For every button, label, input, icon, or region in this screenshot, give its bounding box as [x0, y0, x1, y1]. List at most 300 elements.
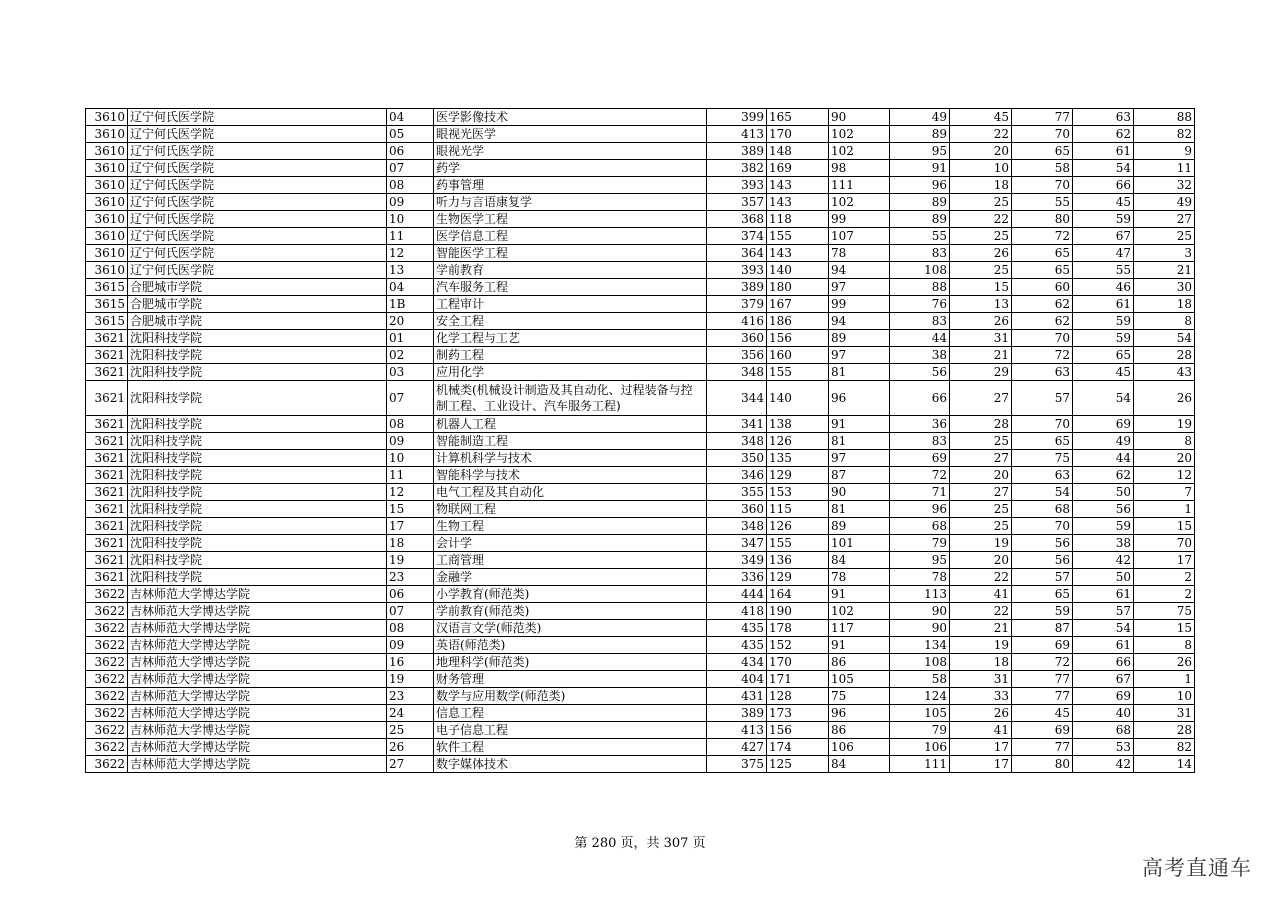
cell-major-name: 物联网工程 — [434, 501, 707, 518]
cell-val-4: 62 — [1073, 467, 1134, 484]
table-row — [86, 569, 1195, 586]
cell-val-3: 57 — [1012, 381, 1073, 416]
table-row — [86, 586, 1195, 603]
cell-score-b: 91 — [829, 637, 890, 654]
cell-school-code: 3621 — [86, 330, 128, 347]
cell-score-b: 87 — [829, 467, 890, 484]
cell-val-5: 10 — [1134, 688, 1195, 705]
cell-val-3: 62 — [1012, 296, 1073, 313]
cell-score-total: 350 — [707, 450, 767, 467]
cell-score-b: 94 — [829, 313, 890, 330]
cell-school-name: 沈阳科技学院 — [128, 416, 387, 433]
cell-score-a: 128 — [767, 688, 829, 705]
cell-score-a: 129 — [767, 467, 829, 484]
cell-major-code: 01 — [387, 330, 434, 347]
cell-score-total: 348 — [707, 518, 767, 535]
cell-score-a: 129 — [767, 569, 829, 586]
cell-major-code: 09 — [387, 637, 434, 654]
cell-score-total: 356 — [707, 347, 767, 364]
cell-val-1: 78 — [890, 569, 950, 586]
cell-val-5: 14 — [1134, 756, 1195, 773]
table-row — [86, 688, 1195, 705]
cell-score-b: 78 — [829, 245, 890, 262]
cell-school-name: 沈阳科技学院 — [128, 501, 387, 518]
cell-val-3: 70 — [1012, 126, 1073, 143]
cell-val-3: 58 — [1012, 160, 1073, 177]
cell-val-1: 83 — [890, 433, 950, 450]
cell-school-code: 3621 — [86, 450, 128, 467]
cell-score-b: 96 — [829, 381, 890, 416]
cell-school-name: 吉林师范大学博达学院 — [128, 705, 387, 722]
cell-school-code: 3622 — [86, 688, 128, 705]
cell-score-a: 115 — [767, 501, 829, 518]
cell-score-total: 375 — [707, 756, 767, 773]
cell-val-3: 57 — [1012, 569, 1073, 586]
cell-val-5: 19 — [1134, 416, 1195, 433]
cell-score-a: 135 — [767, 450, 829, 467]
table-row — [86, 296, 1195, 313]
cell-school-name: 吉林师范大学博达学院 — [128, 603, 387, 620]
cell-val-1: 71 — [890, 484, 950, 501]
cell-val-2: 27 — [950, 484, 1012, 501]
table-row — [86, 603, 1195, 620]
cell-val-5: 7 — [1134, 484, 1195, 501]
cell-val-2: 21 — [950, 620, 1012, 637]
cell-val-1: 49 — [890, 109, 950, 126]
cell-val-1: 105 — [890, 705, 950, 722]
cell-score-b: 89 — [829, 518, 890, 535]
cell-val-5: 20 — [1134, 450, 1195, 467]
table-row — [86, 535, 1195, 552]
cell-score-total: 418 — [707, 603, 767, 620]
table-row — [86, 330, 1195, 347]
cell-score-b: 102 — [829, 603, 890, 620]
cell-school-code: 3622 — [86, 603, 128, 620]
cell-val-3: 77 — [1012, 671, 1073, 688]
cell-score-a: 155 — [767, 364, 829, 381]
cell-score-b: 84 — [829, 756, 890, 773]
cell-val-4: 65 — [1073, 347, 1134, 364]
cell-major-code: 20 — [387, 313, 434, 330]
cell-school-code: 3610 — [86, 126, 128, 143]
table-row — [86, 756, 1195, 773]
cell-major-code: 19 — [387, 552, 434, 569]
cell-school-name: 辽宁何氏医学院 — [128, 262, 387, 279]
cell-major-name: 生物医学工程 — [434, 211, 707, 228]
cell-school-code: 3621 — [86, 535, 128, 552]
cell-val-4: 50 — [1073, 569, 1134, 586]
cell-val-1: 108 — [890, 654, 950, 671]
table-row — [86, 739, 1195, 756]
cell-major-code: 1B — [387, 296, 434, 313]
cell-school-code: 3621 — [86, 364, 128, 381]
cell-val-5: 3 — [1134, 245, 1195, 262]
cell-val-3: 62 — [1012, 313, 1073, 330]
cell-score-b: 81 — [829, 364, 890, 381]
cell-val-5: 28 — [1134, 347, 1195, 364]
cell-val-5: 12 — [1134, 467, 1195, 484]
cell-school-name: 吉林师范大学博达学院 — [128, 586, 387, 603]
cell-score-b: 99 — [829, 296, 890, 313]
cell-val-4: 54 — [1073, 620, 1134, 637]
cell-major-code: 17 — [387, 518, 434, 535]
cell-val-4: 62 — [1073, 126, 1134, 143]
table-row — [86, 160, 1195, 177]
table-row — [86, 416, 1195, 433]
cell-school-code: 3621 — [86, 433, 128, 450]
cell-score-total: 357 — [707, 194, 767, 211]
cell-major-name: 生物工程 — [434, 518, 707, 535]
cell-val-1: 113 — [890, 586, 950, 603]
cell-val-3: 65 — [1012, 143, 1073, 160]
table-row — [86, 620, 1195, 637]
cell-score-a: 164 — [767, 586, 829, 603]
cell-major-name: 机械类(机械设计制造及其自动化、过程装备与控制工程、工业设计、汽车服务工程) — [434, 381, 707, 416]
cell-major-name: 医学影像技术 — [434, 109, 707, 126]
cell-major-name: 电子信息工程 — [434, 722, 707, 739]
cell-school-code: 3621 — [86, 569, 128, 586]
cell-school-name: 辽宁何氏医学院 — [128, 177, 387, 194]
cell-major-code: 07 — [387, 160, 434, 177]
cell-score-b: 105 — [829, 671, 890, 688]
cell-score-b: 90 — [829, 484, 890, 501]
cell-school-name: 沈阳科技学院 — [128, 518, 387, 535]
cell-val-4: 40 — [1073, 705, 1134, 722]
cell-major-code: 04 — [387, 279, 434, 296]
cell-major-code: 19 — [387, 671, 434, 688]
cell-school-code: 3610 — [86, 194, 128, 211]
cell-val-5: 27 — [1134, 211, 1195, 228]
cell-val-1: 95 — [890, 143, 950, 160]
cell-val-4: 59 — [1073, 211, 1134, 228]
cell-major-code: 08 — [387, 620, 434, 637]
cell-score-total: 379 — [707, 296, 767, 313]
cell-score-total: 399 — [707, 109, 767, 126]
cell-val-4: 57 — [1073, 603, 1134, 620]
cell-val-1: 58 — [890, 671, 950, 688]
cell-val-3: 59 — [1012, 603, 1073, 620]
cell-score-b: 97 — [829, 279, 890, 296]
cell-val-5: 70 — [1134, 535, 1195, 552]
cell-val-3: 70 — [1012, 416, 1073, 433]
cell-val-3: 65 — [1012, 262, 1073, 279]
cell-score-a: 171 — [767, 671, 829, 688]
table-row — [86, 467, 1195, 484]
cell-major-name: 财务管理 — [434, 671, 707, 688]
cell-major-code: 04 — [387, 109, 434, 126]
table-row — [86, 433, 1195, 450]
cell-major-code: 11 — [387, 228, 434, 245]
cell-val-5: 21 — [1134, 262, 1195, 279]
cell-score-b: 111 — [829, 177, 890, 194]
cell-school-code: 3622 — [86, 722, 128, 739]
cell-school-code: 3621 — [86, 484, 128, 501]
cell-score-total: 360 — [707, 501, 767, 518]
cell-major-name: 智能科学与技术 — [434, 467, 707, 484]
cell-score-a: 155 — [767, 228, 829, 245]
cell-school-name: 吉林师范大学博达学院 — [128, 756, 387, 773]
cell-score-total: 393 — [707, 262, 767, 279]
cell-val-4: 66 — [1073, 177, 1134, 194]
cell-score-a: 140 — [767, 381, 829, 416]
cell-val-2: 18 — [950, 654, 1012, 671]
cell-score-total: 360 — [707, 330, 767, 347]
cell-val-1: 96 — [890, 501, 950, 518]
cell-school-name: 辽宁何氏医学院 — [128, 109, 387, 126]
cell-score-b: 107 — [829, 228, 890, 245]
cell-school-name: 辽宁何氏医学院 — [128, 160, 387, 177]
table-row — [86, 450, 1195, 467]
cell-val-3: 65 — [1012, 433, 1073, 450]
cell-score-a: 170 — [767, 654, 829, 671]
cell-school-name: 辽宁何氏医学院 — [128, 245, 387, 262]
cell-score-total: 382 — [707, 160, 767, 177]
cell-score-total: 341 — [707, 416, 767, 433]
cell-val-4: 69 — [1073, 416, 1134, 433]
cell-major-name: 智能制造工程 — [434, 433, 707, 450]
cell-val-1: 36 — [890, 416, 950, 433]
cell-val-5: 88 — [1134, 109, 1195, 126]
table-row — [86, 228, 1195, 245]
table-row — [86, 671, 1195, 688]
cell-major-code: 08 — [387, 177, 434, 194]
cell-val-2: 20 — [950, 552, 1012, 569]
cell-val-5: 2 — [1134, 569, 1195, 586]
cell-val-2: 41 — [950, 586, 1012, 603]
cell-val-4: 45 — [1073, 364, 1134, 381]
cell-school-name: 吉林师范大学博达学院 — [128, 654, 387, 671]
cell-val-2: 28 — [950, 416, 1012, 433]
cell-val-4: 59 — [1073, 313, 1134, 330]
cell-school-name: 沈阳科技学院 — [128, 569, 387, 586]
cell-major-name: 智能医学工程 — [434, 245, 707, 262]
cell-score-total: 413 — [707, 722, 767, 739]
cell-major-name: 工商管理 — [434, 552, 707, 569]
cell-school-name: 辽宁何氏医学院 — [128, 211, 387, 228]
cell-score-total: 435 — [707, 620, 767, 637]
cell-school-code: 3622 — [86, 620, 128, 637]
cell-val-3: 63 — [1012, 364, 1073, 381]
watermark-logo: 高考直通车 — [1142, 856, 1252, 880]
cell-major-name: 汉语言文学(师范类) — [434, 620, 707, 637]
cell-val-2: 15 — [950, 279, 1012, 296]
cell-score-total: 389 — [707, 143, 767, 160]
cell-val-1: 79 — [890, 722, 950, 739]
cell-score-a: 186 — [767, 313, 829, 330]
cell-score-a: 140 — [767, 262, 829, 279]
cell-score-b: 106 — [829, 739, 890, 756]
table-row — [86, 245, 1195, 262]
cell-score-a: 169 — [767, 160, 829, 177]
cell-val-4: 59 — [1073, 518, 1134, 535]
cell-val-3: 77 — [1012, 739, 1073, 756]
cell-val-5: 1 — [1134, 671, 1195, 688]
cell-val-2: 22 — [950, 126, 1012, 143]
cell-val-1: 83 — [890, 313, 950, 330]
cell-score-b: 81 — [829, 433, 890, 450]
cell-score-a: 143 — [767, 194, 829, 211]
cell-val-3: 72 — [1012, 347, 1073, 364]
cell-major-code: 10 — [387, 211, 434, 228]
cell-score-a: 118 — [767, 211, 829, 228]
cell-val-2: 25 — [950, 518, 1012, 535]
cell-school-name: 沈阳科技学院 — [128, 484, 387, 501]
cell-val-5: 26 — [1134, 381, 1195, 416]
cell-school-code: 3621 — [86, 501, 128, 518]
cell-val-1: 76 — [890, 296, 950, 313]
cell-val-3: 63 — [1012, 467, 1073, 484]
cell-major-name: 眼视光学 — [434, 143, 707, 160]
cell-school-name: 沈阳科技学院 — [128, 552, 387, 569]
cell-val-3: 68 — [1012, 501, 1073, 518]
cell-school-code: 3622 — [86, 705, 128, 722]
cell-score-b: 102 — [829, 143, 890, 160]
cell-val-5: 43 — [1134, 364, 1195, 381]
cell-val-4: 67 — [1073, 671, 1134, 688]
table-row — [86, 484, 1195, 501]
cell-val-1: 44 — [890, 330, 950, 347]
cell-score-b: 78 — [829, 569, 890, 586]
cell-school-name: 沈阳科技学院 — [128, 450, 387, 467]
cell-score-total: 431 — [707, 688, 767, 705]
cell-val-3: 77 — [1012, 688, 1073, 705]
cell-val-1: 56 — [890, 364, 950, 381]
cell-val-5: 49 — [1134, 194, 1195, 211]
cell-val-3: 45 — [1012, 705, 1073, 722]
cell-val-4: 53 — [1073, 739, 1134, 756]
cell-val-2: 21 — [950, 347, 1012, 364]
cell-val-1: 68 — [890, 518, 950, 535]
cell-val-5: 32 — [1134, 177, 1195, 194]
cell-school-code: 3610 — [86, 160, 128, 177]
cell-major-code: 07 — [387, 603, 434, 620]
cell-major-name: 应用化学 — [434, 364, 707, 381]
cell-score-a: 143 — [767, 245, 829, 262]
cell-val-5: 82 — [1134, 739, 1195, 756]
cell-val-3: 70 — [1012, 330, 1073, 347]
cell-school-name: 沈阳科技学院 — [128, 364, 387, 381]
cell-major-code: 03 — [387, 364, 434, 381]
cell-val-5: 75 — [1134, 603, 1195, 620]
cell-val-3: 65 — [1012, 245, 1073, 262]
cell-val-3: 80 — [1012, 211, 1073, 228]
cell-school-name: 辽宁何氏医学院 — [128, 143, 387, 160]
cell-major-name: 安全工程 — [434, 313, 707, 330]
table-row — [86, 177, 1195, 194]
cell-school-code: 3615 — [86, 313, 128, 330]
cell-school-code: 3610 — [86, 228, 128, 245]
cell-major-name: 眼视光医学 — [434, 126, 707, 143]
table-row — [86, 501, 1195, 518]
table-row — [86, 143, 1195, 160]
cell-major-name: 化学工程与工艺 — [434, 330, 707, 347]
cell-score-a: 126 — [767, 518, 829, 535]
cell-val-2: 20 — [950, 143, 1012, 160]
cell-score-a: 165 — [767, 109, 829, 126]
cell-major-name: 金融学 — [434, 569, 707, 586]
cell-val-1: 124 — [890, 688, 950, 705]
cell-major-code: 11 — [387, 467, 434, 484]
cell-school-name: 吉林师范大学博达学院 — [128, 739, 387, 756]
cell-val-5: 8 — [1134, 313, 1195, 330]
cell-val-1: 89 — [890, 194, 950, 211]
cell-val-3: 56 — [1012, 535, 1073, 552]
cell-major-name: 学前教育(师范类) — [434, 603, 707, 620]
cell-val-2: 22 — [950, 603, 1012, 620]
cell-val-4: 67 — [1073, 228, 1134, 245]
cell-val-4: 66 — [1073, 654, 1134, 671]
cell-val-5: 82 — [1134, 126, 1195, 143]
cell-school-name: 吉林师范大学博达学院 — [128, 637, 387, 654]
cell-score-a: 125 — [767, 756, 829, 773]
cell-val-1: 91 — [890, 160, 950, 177]
cell-score-total: 413 — [707, 126, 767, 143]
cell-val-5: 31 — [1134, 705, 1195, 722]
cell-val-4: 61 — [1073, 143, 1134, 160]
cell-val-5: 15 — [1134, 620, 1195, 637]
cell-score-total: 416 — [707, 313, 767, 330]
cell-school-name: 吉林师范大学博达学院 — [128, 620, 387, 637]
cell-val-1: 134 — [890, 637, 950, 654]
cell-school-name: 吉林师范大学博达学院 — [128, 688, 387, 705]
cell-school-name: 辽宁何氏医学院 — [128, 126, 387, 143]
cell-val-1: 88 — [890, 279, 950, 296]
cell-val-2: 25 — [950, 228, 1012, 245]
cell-val-3: 72 — [1012, 654, 1073, 671]
table-row — [86, 194, 1195, 211]
cell-score-a: 173 — [767, 705, 829, 722]
cell-val-4: 38 — [1073, 535, 1134, 552]
cell-val-2: 26 — [950, 313, 1012, 330]
cell-val-1: 96 — [890, 177, 950, 194]
cell-major-code: 10 — [387, 450, 434, 467]
cell-school-code: 3610 — [86, 211, 128, 228]
cell-score-total: 404 — [707, 671, 767, 688]
cell-val-4: 50 — [1073, 484, 1134, 501]
cell-school-code: 3622 — [86, 739, 128, 756]
cell-val-4: 61 — [1073, 296, 1134, 313]
table-row — [86, 637, 1195, 654]
cell-school-name: 沈阳科技学院 — [128, 467, 387, 484]
table-row — [86, 722, 1195, 739]
cell-major-name: 小学教育(师范类) — [434, 586, 707, 603]
cell-val-3: 70 — [1012, 177, 1073, 194]
cell-val-2: 22 — [950, 211, 1012, 228]
cell-val-3: 70 — [1012, 518, 1073, 535]
cell-school-name: 辽宁何氏医学院 — [128, 228, 387, 245]
cell-major-code: 23 — [387, 688, 434, 705]
cell-major-name: 数字媒体技术 — [434, 756, 707, 773]
cell-val-3: 54 — [1012, 484, 1073, 501]
table-row — [86, 313, 1195, 330]
cell-major-code: 13 — [387, 262, 434, 279]
cell-val-5: 26 — [1134, 654, 1195, 671]
cell-val-1: 72 — [890, 467, 950, 484]
cell-school-name: 沈阳科技学院 — [128, 381, 387, 416]
cell-score-total: 349 — [707, 552, 767, 569]
cell-school-code: 3622 — [86, 586, 128, 603]
cell-school-code: 3610 — [86, 109, 128, 126]
cell-val-4: 49 — [1073, 433, 1134, 450]
cell-school-name: 沈阳科技学院 — [128, 535, 387, 552]
cell-val-2: 29 — [950, 364, 1012, 381]
cell-val-3: 72 — [1012, 228, 1073, 245]
cell-val-1: 66 — [890, 381, 950, 416]
cell-val-2: 41 — [950, 722, 1012, 739]
cell-val-3: 60 — [1012, 279, 1073, 296]
cell-score-total: 346 — [707, 467, 767, 484]
cell-val-5: 25 — [1134, 228, 1195, 245]
